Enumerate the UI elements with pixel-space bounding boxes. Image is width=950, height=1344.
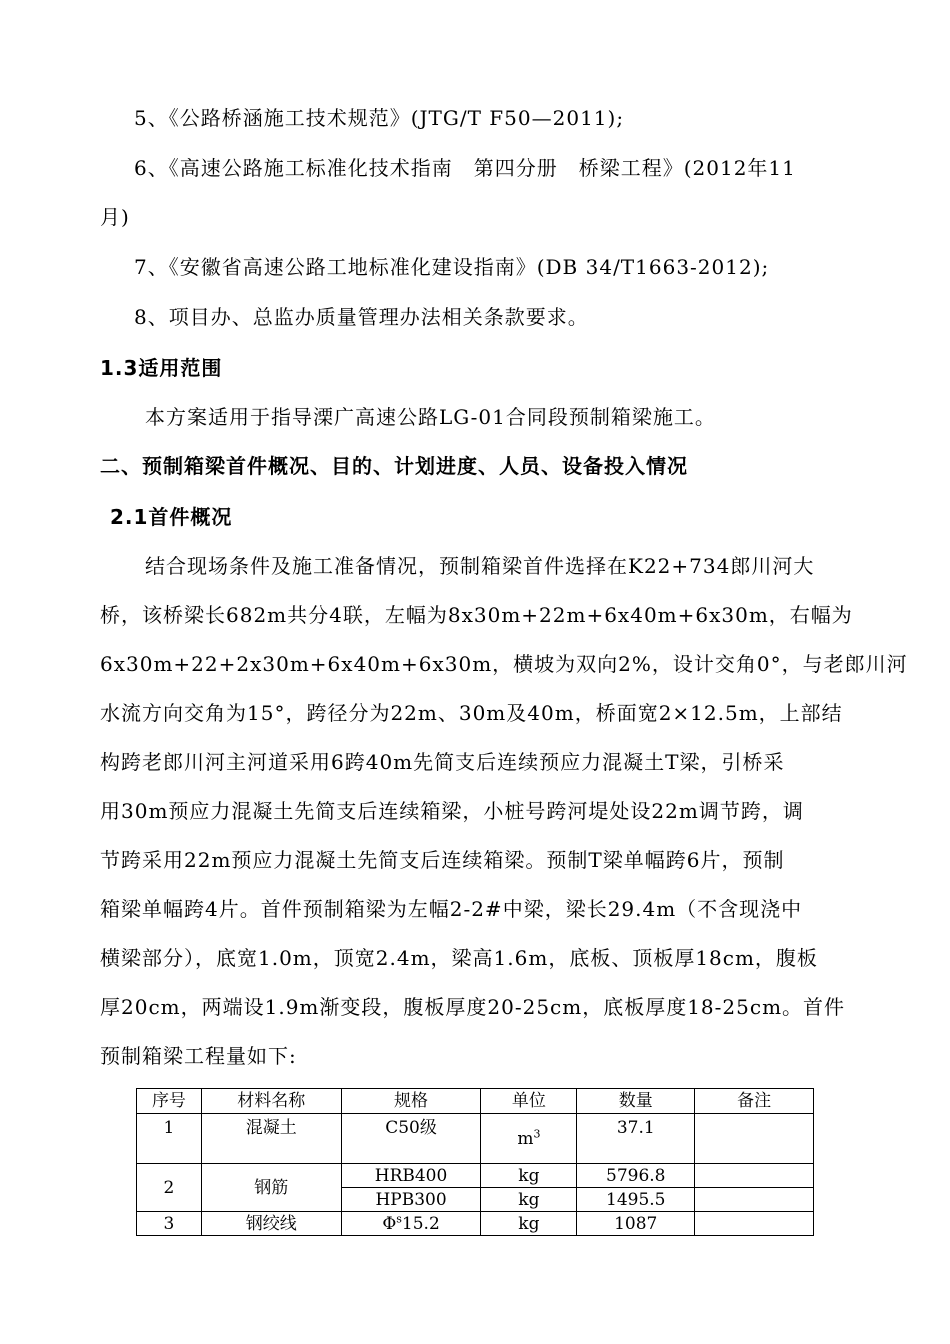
cell-no: 2 [137,1164,202,1212]
cell-qty: 37.1 [577,1114,695,1164]
cell-qty: 5796.8 [577,1164,695,1188]
reference-item-7: 7、《安徽省高速公路工地标准化建设指南》(DB 34/T1663-2012); [134,255,770,279]
body-line: 用30m预应力混凝土先简支后连续箱梁，小桩号跨河堤处设22m调节跨，调 [100,799,804,823]
section-1-3-heading: 1.3适用范围 [100,356,223,380]
cell-spec: C50级 [341,1114,481,1164]
body-line: 桥，该桥梁长682m共分4联，左幅为8x30m+22m+6x40m+6x30m，右幅为 [100,603,853,627]
body-line: 厚20cm，两端设1.9m渐变段，腹板厚度20-25cm，底板厚度18-25cm。首件 [100,995,846,1019]
phi-symbol: Φ [382,1213,397,1234]
cell-qty: 1495.5 [577,1188,695,1212]
body-line: 预制箱梁工程量如下: [100,1044,297,1068]
table-row [137,1114,814,1164]
cell-note [695,1188,814,1212]
body-line: 节跨采用22m预应力混凝土先简支后连续箱梁。预制T梁单幅跨6片，预制 [100,848,785,872]
reference-item-5: 5、《公路桥涵施工技术规范》(JTG/T F50—2011); [134,106,625,130]
header-cell-unit: 单位 [481,1089,577,1114]
table-row [137,1212,814,1236]
cell-qty: 1087 [577,1212,695,1236]
body-line: 6x30m+22+2x30m+6x40m+6x30m，横坡为双向2%，设计交角0°，与老郎川河 [100,652,908,676]
header-cell-qty: 数量 [577,1089,695,1114]
unit-superscript: 3 [533,1126,541,1140]
table-row [137,1164,814,1188]
reference-item-8: 8、项目办、总监办质量管理办法相关条款要求。 [134,305,589,329]
body-line: 结合现场条件及施工准备情况，预制箱梁首件选择在K22+734郎川河大 [145,554,815,578]
body-line: 水流方向交角为15°，跨径分为22m、30m及40m，桥面宽2×12.5m，上部结 [100,701,843,725]
unit-text: m [517,1128,534,1149]
cell-note [695,1164,814,1188]
cell-unit [481,1114,577,1164]
cell-unit: kg [481,1164,577,1188]
body-line: 箱梁单幅跨4片。首件预制箱梁为左幅2-2#中梁，梁长29.4m（不含现浇中 [100,897,803,921]
cell-spec: HPB300 [341,1188,481,1212]
header-cell-no: 序号 [137,1089,202,1114]
cell-name: 混凝土 [201,1114,341,1164]
cell-no: 1 [137,1114,202,1164]
cell-note [695,1212,814,1236]
cell-note [695,1114,814,1164]
cell-spec [341,1212,481,1236]
cell-unit: kg [481,1188,577,1212]
section-2-1-body [100,542,908,1081]
header-cell-spec: 规格 [341,1089,481,1114]
cell-spec: HRB400 [341,1164,481,1188]
cell-name: 钢筋 [201,1164,341,1212]
header-cell-name: 材料名称 [201,1089,341,1114]
reference-item-6: 6、《高速公路施工标准化技术指南 第四分册 桥梁工程》(2012年11 [134,156,796,180]
body-line: 横梁部分），底宽1.0m，顶宽2.4m，梁高1.6m，底板、顶板厚18cm，腹板 [100,946,818,970]
section-1-3-text: 本方案适用于指导溧广高速公路LG-01合同段预制箱梁施工。 [145,405,716,429]
section-2-1-heading: 2.1首件概况 [110,505,233,529]
reference-item-6-continued: 月) [100,205,130,229]
cell-unit: kg [481,1212,577,1236]
section-2-heading: 二、预制箱梁首件概况、目的、计划进度、人员、设备投入情况 [100,454,688,478]
spec-superscript: s [396,1211,402,1225]
quantity-table [136,1088,814,1236]
cell-name: 钢绞线 [201,1212,341,1236]
body-line: 构跨老郎川河主河道采用6跨40m先简支后连续预应力混凝土T梁，引桥采 [100,750,785,774]
cell-no: 3 [137,1212,202,1236]
header-cell-note: 备注 [695,1089,814,1114]
spec-diameter: 15.2 [401,1213,440,1234]
table-header-row [137,1089,814,1114]
